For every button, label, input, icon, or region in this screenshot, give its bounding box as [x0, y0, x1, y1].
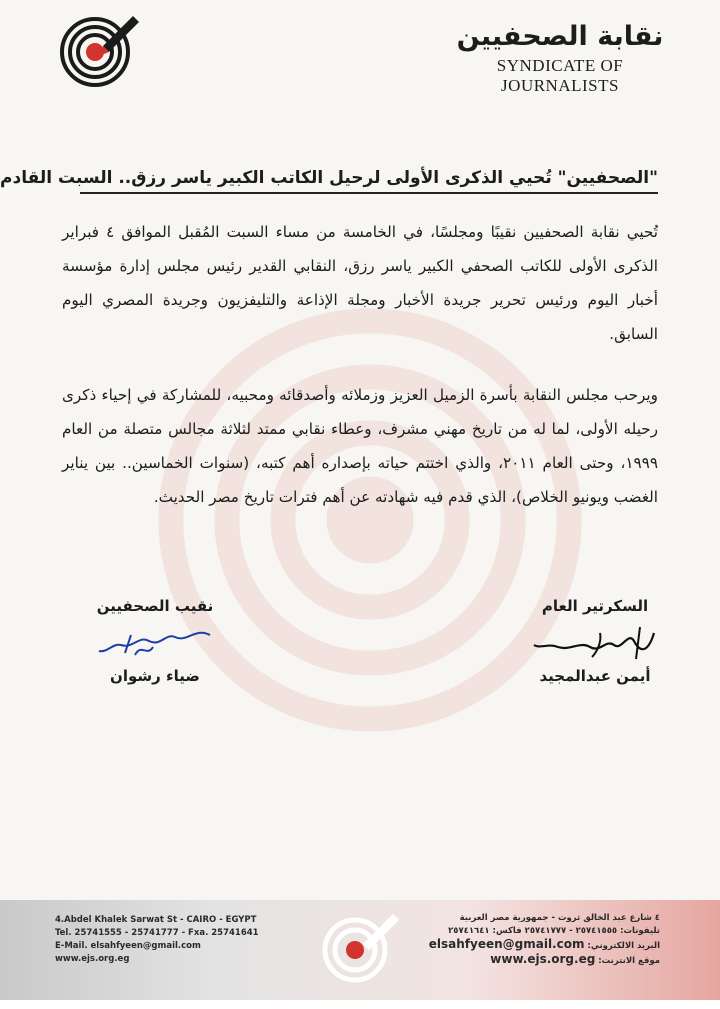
- handwritten-signature: [530, 623, 660, 663]
- signature-title: السكرتير العام: [541, 597, 649, 615]
- footer-phone-ar: تليفونات: ٢٥٧٤١٥٥٥ - ٢٥٧٤١٧٧٧ فاكس: ٢٥٧٤١٦٤١: [448, 926, 660, 936]
- handwritten-signature: [95, 623, 215, 663]
- syndicate-logo: [55, 8, 145, 88]
- footer-email-ar: [429, 938, 660, 953]
- footer-address-ar: ٤ شارع عبد الخالق ثروت - جمهورية مصر العربية: [459, 913, 660, 923]
- footer-web-value: www.ejs.org.eg: [490, 952, 596, 966]
- footer-web-label: موقع الانترنت:: [598, 956, 660, 966]
- footer-contact-arabic: [429, 912, 660, 968]
- paragraph-2: ويرحب مجلس النقابة بأسرة الزميل العزيز وزملائه وأصدقائه ومحبيه، للمشاركة في إحياء ذكرى رحيله الأولى، لما له من تاريخ مهني مشرف، وعطاء نقابي ممتد لثلاثة مجالس متصلة من العام ١٩٩٩، وحتى العام ٢٠١١، والذي اختتم حياته بإصداره أهم كتبه، (سنوات الخماسين.. بين يناير الغضب ويونيو الخلاص)، الذي قدم فيه شهادته عن أهم فترات تاريخ مصر الحديث.: [62, 386, 658, 506]
- letterhead-brand: [455, 20, 665, 96]
- paragraph-1: تُحيي نقابة الصحفيين نقيبًا ومجلسًا، في الخامسة من مساء السبت المُقبل الموافق ٤ فبراير الذكرى الأولى للكاتب الصحفي الكبير ياسر رزق، النقابي القدير رئيس مجلس إدارة مؤسسة أخبار اليوم ورئيس تحرير جريدة الأخبار ومجلة الإذاعة والتليفزيون وجريدة المصري اليوم السابق.: [62, 223, 658, 343]
- brand-arabic: نقابة الصحفيين: [456, 21, 664, 52]
- footer-web-ar: [429, 953, 660, 968]
- footer-email: E-Mail. elsahfyeen@gmail.com: [55, 941, 201, 951]
- bottom-edge: [0, 1000, 720, 1009]
- brand-english: SYNDICATE OF JOURNALISTS: [496, 56, 624, 95]
- signature-name: ضياء رشوان: [110, 667, 200, 685]
- footer-phone: Tel. 25741555 - 25741777 - Fxa. 25741641: [55, 928, 259, 938]
- footer-logo: [313, 906, 405, 986]
- signature-block-secretary: [520, 597, 670, 685]
- signature-title: نقيب الصحفيين: [96, 597, 214, 615]
- footer-website: www.ejs.org.eg: [55, 954, 130, 964]
- footer-email-value: elsahfyeen@gmail.com: [428, 937, 585, 951]
- footer-email-label: البريد الالكتروني:: [587, 941, 660, 951]
- letterhead-footer: [0, 900, 720, 1000]
- signature-block-chairman: [70, 597, 240, 685]
- signature-name: أيمن عبدالمجيد: [539, 667, 651, 685]
- footer-address: 4.Abdel Khalek Sarwat St - CAIRO - EGYPT: [55, 915, 257, 925]
- footer-contact-english: [55, 914, 259, 966]
- letter-title: "الصحفيين" تُحيي الذكرى الأولى لرحيل الكاتب الكبير ياسر رزق.. السبت القادم: [80, 168, 658, 194]
